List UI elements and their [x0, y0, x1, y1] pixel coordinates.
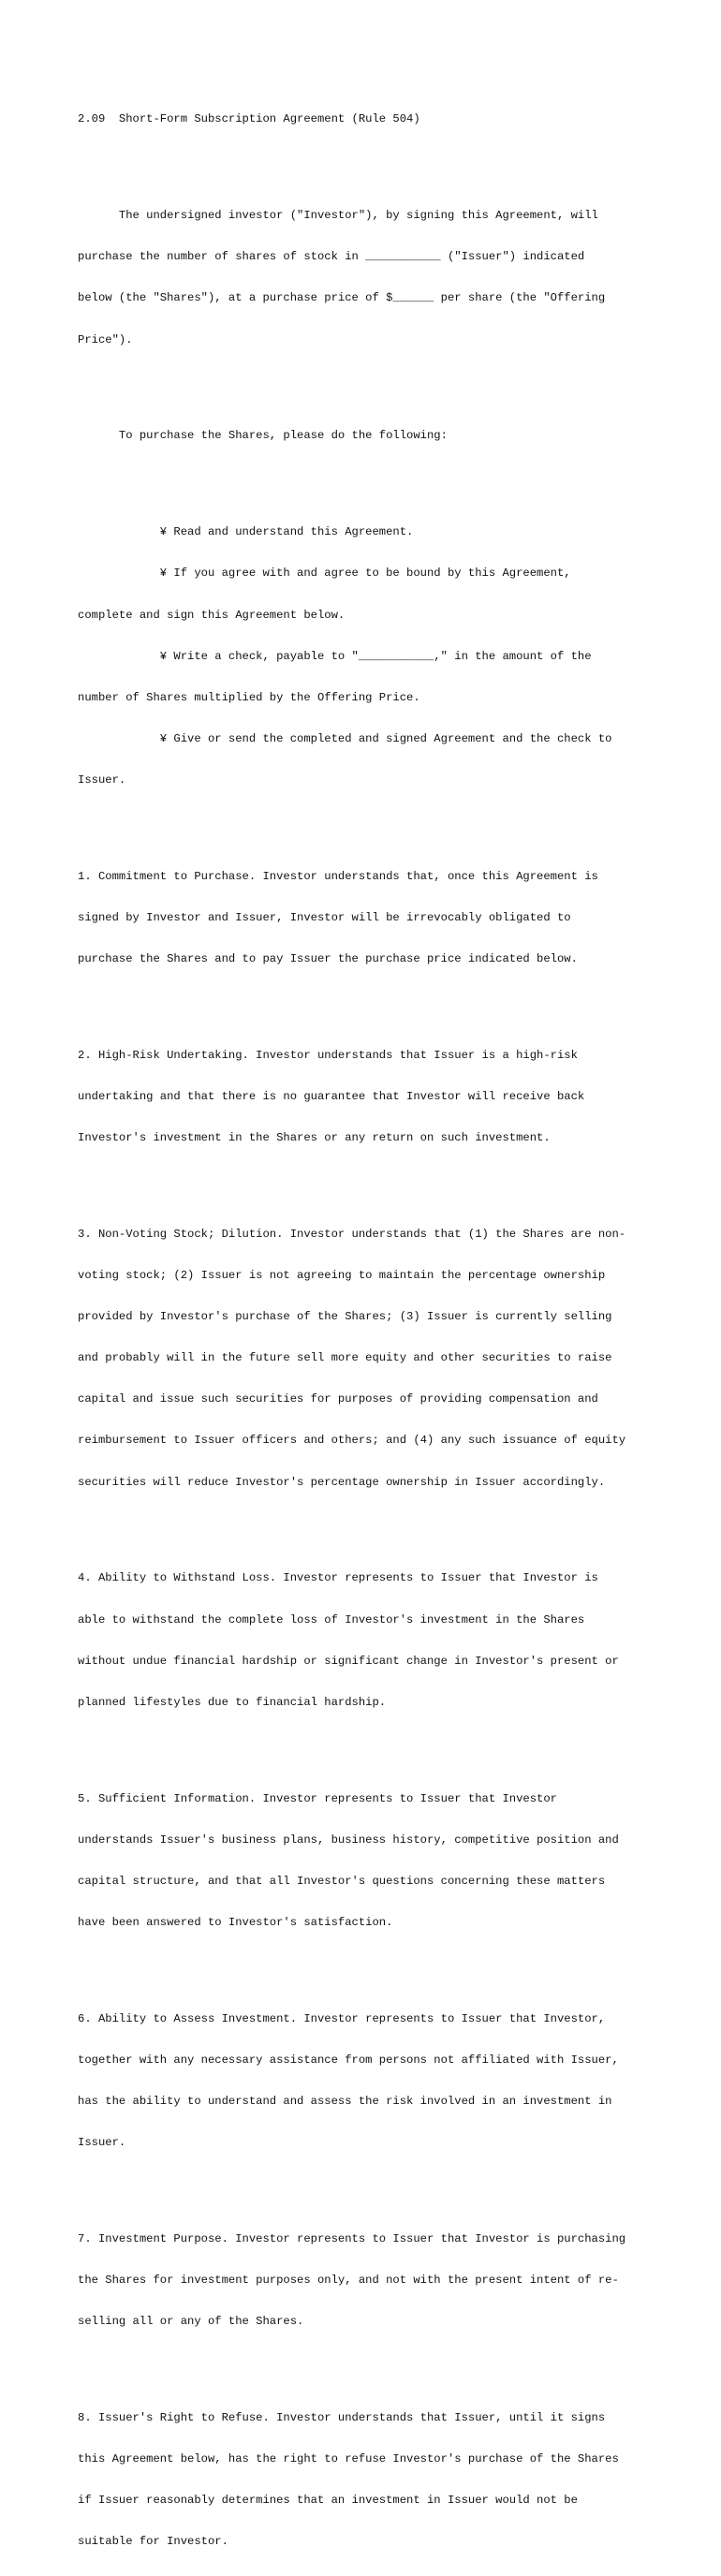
- blank-line: [78, 375, 658, 389]
- section-3-line: provided by Investor's purchase of the Shares; (3) Issuer is currently selling: [78, 1310, 612, 1324]
- section-3-line: and probably will in the future sell more equity and other securities to raise: [78, 1351, 612, 1365]
- blank-line: [78, 471, 658, 485]
- blank-line: [78, 994, 658, 1008]
- section-7-line: the Shares for investment purposes only, and not with the present intent of re-: [78, 2274, 619, 2288]
- section-1-line: 1. Commitment to Purchase. Investor understands that, once this Agreement is: [78, 869, 598, 883]
- section-4-line: 4. Ability to Withstand Loss. Investor represents to Issuer that Investor is: [78, 1571, 598, 1585]
- instructions-heading: To purchase the Shares, please do the following:: [78, 429, 448, 443]
- intro-line: Price").: [78, 332, 133, 346]
- section-6-line: Issuer.: [78, 2136, 126, 2150]
- section-8-line: if Issuer reasonably determines that an investment in Issuer would not be: [78, 2494, 578, 2508]
- section-7-line: selling all or any of the Shares.: [78, 2315, 304, 2329]
- section-8-line: 8. Issuer's Right to Refuse. Investor understands that Issuer, until it signs: [78, 2411, 606, 2425]
- section-2-line: 2. High-Risk Undertaking. Investor understands that Issuer is a high-risk: [78, 1048, 578, 1062]
- document-title: 2.09 Short-Form Subscription Agreement (Rule 504): [78, 112, 420, 126]
- intro-line: purchase the number of shares of stock in ___________ ("Issuer") indicated: [78, 250, 585, 264]
- section-8-line: this Agreement below, has the right to refuse Investor's purchase of the Shares: [78, 2452, 619, 2466]
- blank-line: [78, 815, 658, 829]
- blank-line: [78, 2177, 658, 2191]
- bullet-line: ¥ Read and understand this Agreement.: [78, 525, 414, 539]
- bullet-line: ¥ Give or send the completed and signed Agreement and the check to: [78, 731, 612, 745]
- section-6-line: together with any necessary assistance from persons not affiliated with Issuer,: [78, 2053, 619, 2067]
- bullet-line: ¥ If you agree with and agree to be bound by this Agreement,: [78, 567, 571, 581]
- section-1-line: purchase the Shares and to pay Issuer the purchase price indicated below.: [78, 952, 578, 965]
- blank-line: [78, 155, 658, 169]
- bullet-line: ¥ Write a check, payable to "___________," in the amount of the: [78, 649, 592, 663]
- section-5-line: 5. Sufficient Information. Investor represents to Issuer that Investor: [78, 1791, 557, 1805]
- bullet-line: number of Shares multiplied by the Offering Price.: [78, 690, 420, 704]
- section-5-line: understands Issuer's business plans, business history, competitive position and: [78, 1833, 619, 1847]
- section-3-line: reimbursement to Issuer officers and others; and (4) any such issuance of equity: [78, 1434, 626, 1448]
- section-4-line: without undue financial hardship or significant change in Investor's present or: [78, 1654, 619, 1668]
- section-3-line: capital and issue such securities for purposes of providing compensation and: [78, 1392, 598, 1406]
- section-6-line: 6. Ability to Assess Investment. Investor represents to Issuer that Investor,: [78, 2011, 606, 2025]
- blank-line: [78, 1957, 658, 1971]
- bullet-line: complete and sign this Agreement below.: [78, 608, 346, 622]
- section-6-line: has the ability to understand and assess the risk involved in an investment in: [78, 2094, 612, 2108]
- intro-line: below (the "Shares"), at a purchase price of $______ per share (the "Offering: [78, 291, 606, 305]
- intro-line: The undersigned investor ("Investor"), by signing this Agreement, will: [78, 209, 598, 223]
- section-2-line: Investor's investment in the Shares or any return on such investment.: [78, 1131, 551, 1145]
- blank-line: [78, 1737, 658, 1751]
- section-3-line: securities will reduce Investor's percentage ownership in Issuer accordingly.: [78, 1475, 606, 1489]
- section-3-line: 3. Non-Voting Stock; Dilution. Investor understands that (1) the Shares are non-: [78, 1227, 626, 1241]
- blank-line: [78, 2356, 658, 2370]
- section-5-line: have been answered to Investor's satisfaction.: [78, 1915, 393, 1929]
- section-7-line: 7. Investment Purpose. Investor represents to Issuer that Investor is purchasing: [78, 2231, 626, 2245]
- blank-line: [78, 1172, 658, 1186]
- bullet-line: Issuer.: [78, 773, 126, 787]
- section-4-line: able to withstand the complete loss of Investor's investment in the Shares: [78, 1612, 585, 1627]
- section-2-line: undertaking and that there is no guarantee that Investor will receive back: [78, 1089, 585, 1103]
- section-8-line: suitable for Investor.: [78, 2535, 228, 2549]
- blank-line: [78, 1517, 658, 1531]
- section-5-line: capital structure, and that all Investor's questions concerning these matters: [78, 1874, 606, 1888]
- section-1-line: signed by Investor and Issuer, Investor will be irrevocably obligated to: [78, 910, 571, 924]
- section-4-line: planned lifestyles due to financial hardship.: [78, 1695, 387, 1709]
- section-3-line: voting stock; (2) Issuer is not agreeing to maintain the percentage ownership: [78, 1269, 606, 1283]
- document-body: [78, 85, 658, 2576]
